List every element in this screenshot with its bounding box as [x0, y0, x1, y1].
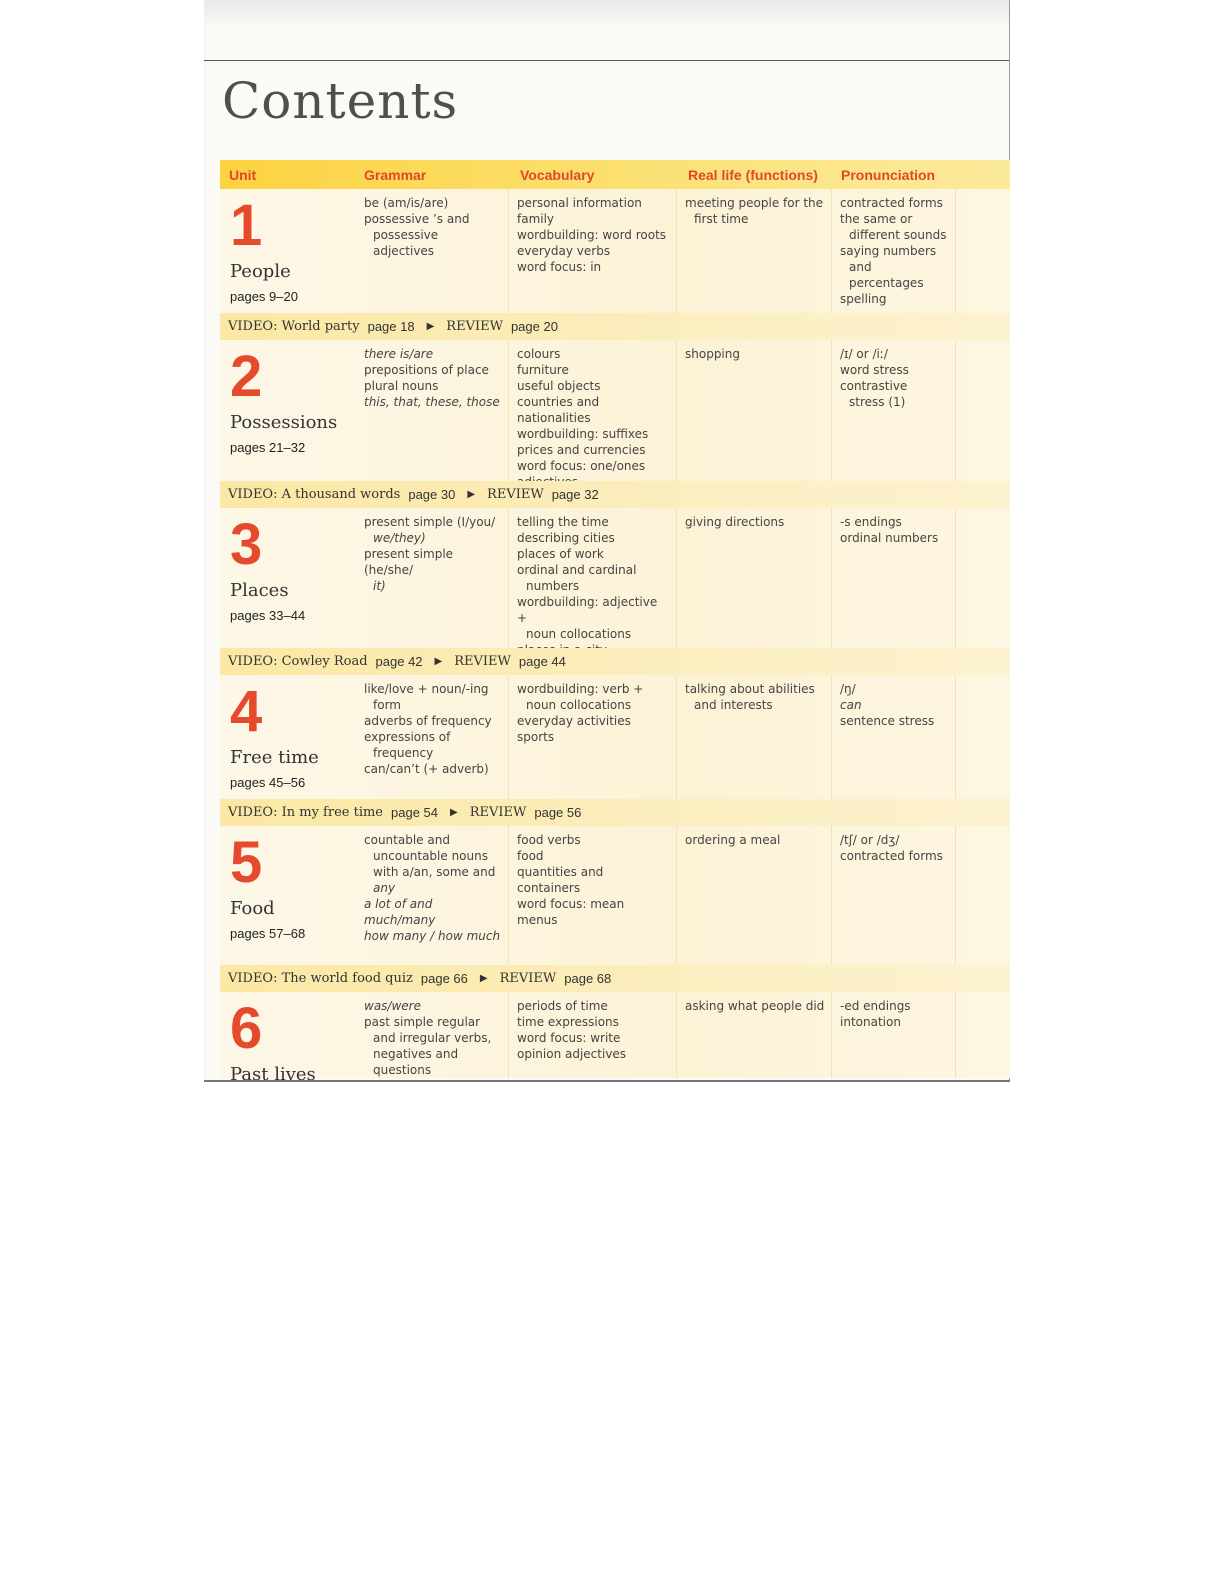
- unit-name: Free time: [230, 747, 319, 768]
- grammar-cell: [356, 675, 509, 799]
- pronunciation-item: contracted forms: [840, 849, 943, 863]
- unit-name: People: [230, 261, 291, 282]
- row-spacer: [956, 340, 1010, 481]
- video-label: VIDEO: World party: [228, 319, 360, 334]
- review-page: page 32: [551, 487, 599, 502]
- grammar-item: be (am/is/are): [364, 196, 449, 210]
- grammar-cell: [356, 992, 509, 1078]
- grammar-item: adverbs of frequency: [364, 714, 492, 728]
- grammar-item: how many / how much: [364, 929, 501, 943]
- grammar-item: questions: [373, 1063, 432, 1077]
- header-pronunciation: Pronunciation: [841, 166, 936, 183]
- vocabulary-cell: [509, 508, 677, 648]
- functions-item: first time: [694, 212, 749, 226]
- grammar-item: like/love + noun/-ing: [364, 682, 489, 696]
- functions-cell: [677, 675, 832, 799]
- functions-item: asking what people did: [685, 999, 825, 1013]
- functions-cell: [677, 340, 832, 481]
- unit-row: [220, 340, 1010, 481]
- review-label: REVIEW: [446, 319, 503, 334]
- unit-name: Past lives: [230, 1064, 316, 1082]
- grammar-cell: [356, 826, 509, 965]
- vocabulary-item: wordbuilding: adjective +: [517, 595, 658, 625]
- grammar-item: frequency: [373, 746, 434, 760]
- vocabulary-item: periods of time: [517, 999, 608, 1013]
- grammar-item: form: [373, 698, 401, 712]
- review-page: page 56: [534, 805, 582, 820]
- pronunciation-cell: [832, 675, 956, 799]
- pronunciation-item: stress (1): [849, 395, 906, 409]
- grammar-item: it): [373, 579, 386, 593]
- pronunciation-cell: [832, 340, 956, 481]
- unit-cell: [220, 826, 356, 965]
- review-label: REVIEW: [454, 654, 511, 669]
- review-page: page 20: [510, 319, 558, 334]
- header-functions: Real life (functions): [688, 166, 818, 183]
- pronunciation-cell: [832, 826, 956, 965]
- vocabulary-item: places of work: [517, 547, 604, 561]
- vocabulary-item: wordbuilding: verb +: [517, 682, 644, 696]
- video-label: VIDEO: The world food quiz: [228, 971, 413, 986]
- grammar-item: negatives and: [373, 1047, 459, 1061]
- pronunciation-item: sentence stress: [840, 714, 935, 728]
- pronunciation-item: /ɪ/ or /iː/: [840, 347, 888, 361]
- vocabulary-item: word focus: mean: [517, 897, 625, 911]
- review-label: REVIEW: [487, 487, 544, 502]
- video-review-band: [220, 481, 1010, 508]
- row-spacer: [956, 826, 1010, 965]
- unit-cell: [220, 508, 356, 648]
- pronunciation-item: the same or: [840, 212, 913, 226]
- pronunciation-item: contrastive: [840, 379, 908, 393]
- grammar-cell: [356, 189, 509, 313]
- review-label: REVIEW: [499, 971, 557, 986]
- unit-number: 2: [230, 344, 263, 409]
- video-review-band: [220, 313, 1010, 340]
- vocabulary-cell: [509, 826, 677, 965]
- vocabulary-item: prices and currencies: [517, 443, 646, 457]
- grammar-item: any: [373, 881, 396, 895]
- grammar-item: plural nouns: [364, 379, 439, 393]
- grammar-item: uncountable nouns: [373, 849, 488, 863]
- vocabulary-item: useful objects: [517, 379, 601, 393]
- play-arrow-icon: ▶: [426, 321, 435, 332]
- header-unit: Unit: [229, 166, 257, 183]
- pronunciation-item: -ed endings: [840, 999, 911, 1013]
- header-grammar: Grammar: [364, 166, 427, 183]
- functions-item: talking about abilities: [685, 682, 815, 696]
- vocabulary-item: noun collocations: [526, 627, 632, 641]
- functions-cell: [677, 189, 832, 313]
- review-label: REVIEW: [469, 805, 527, 820]
- vocabulary-item: numbers: [526, 579, 580, 593]
- vocabulary-item: word focus: in: [517, 260, 602, 274]
- grammar-item: present simple (I/you/: [364, 515, 496, 529]
- video-label: VIDEO: A thousand words: [228, 487, 401, 502]
- vocabulary-item: food verbs: [517, 833, 581, 847]
- pronunciation-item: spelling: [840, 292, 887, 306]
- grammar-item: and irregular verbs,: [373, 1031, 492, 1045]
- functions-item: meeting people for the: [685, 196, 824, 210]
- grammar-item: can/can’t (+ adverb): [364, 762, 489, 776]
- vocabulary-item: time expressions: [517, 1015, 619, 1029]
- play-arrow-icon: ▶: [467, 489, 476, 500]
- unit-cell: [220, 992, 356, 1082]
- play-arrow-icon: ▶: [434, 656, 443, 667]
- review-page: page 68: [564, 971, 612, 986]
- vocabulary-item: ordinal and cardinal: [517, 563, 637, 577]
- unit-number: 4: [230, 679, 263, 744]
- unit-row: [220, 189, 1010, 313]
- grammar-item: there is/are: [364, 347, 434, 361]
- vocabulary-cell: [509, 675, 677, 799]
- unit-pages: pages 9–20: [230, 289, 298, 304]
- row-spacer: [956, 189, 1010, 313]
- vocabulary-item: word focus: one/ones: [517, 459, 646, 473]
- pronunciation-item: contracted forms: [840, 196, 943, 210]
- unit-row: [220, 826, 1010, 965]
- grammar-cell: [356, 340, 509, 481]
- pronunciation-item: and percentages: [849, 260, 924, 290]
- pronunciation-item: /ŋ/: [840, 682, 856, 696]
- vocabulary-item: countries and nationalities: [517, 395, 600, 425]
- functions-cell: [677, 826, 832, 965]
- grammar-item: prepositions of place: [364, 363, 489, 377]
- video-review-band: [220, 799, 1010, 826]
- top-rule: [204, 60, 1010, 61]
- unit-pages: pages 33–44: [230, 608, 306, 623]
- grammar-item: a lot of and much/many: [364, 897, 436, 927]
- video-page: page 30: [408, 487, 456, 502]
- grammar-item: present simple (he/she/: [364, 547, 454, 577]
- functions-cell: [677, 992, 832, 1078]
- vocabulary-cell: [509, 992, 677, 1078]
- video-review-band: [220, 965, 1010, 992]
- grammar-item: this, that, these, those: [364, 395, 500, 409]
- pronunciation-item: ordinal numbers: [840, 531, 939, 545]
- unit-name: Food: [230, 898, 275, 919]
- grammar-item: expressions of: [364, 730, 451, 744]
- unit-pages: pages 57–68: [230, 926, 306, 941]
- vocabulary-cell: [509, 340, 677, 481]
- vocabulary-item: everyday activities: [517, 714, 631, 728]
- unit-cell: [220, 340, 356, 481]
- row-spacer: [956, 508, 1010, 648]
- pronunciation-item: can: [840, 698, 862, 712]
- functions-item: and interests: [694, 698, 773, 712]
- functions-item: shopping: [685, 347, 740, 361]
- vocabulary-item: describing cities: [517, 531, 615, 545]
- pronunciation-cell: [832, 189, 956, 313]
- unit-number: 1: [230, 193, 263, 258]
- functions-item: ordering a meal: [685, 833, 781, 847]
- pronunciation-item: word stress: [840, 363, 909, 377]
- grammar-item: past simple regular: [364, 1015, 481, 1029]
- unit-name: Possessions: [230, 412, 338, 433]
- vocabulary-item: word focus: write: [517, 1031, 621, 1045]
- video-page: page 42: [375, 654, 423, 669]
- grammar-item: with a/an, some and: [373, 865, 496, 879]
- video-label: VIDEO: In my free time: [228, 805, 383, 820]
- unit-cell: [220, 189, 356, 313]
- play-arrow-icon: ▶: [479, 973, 488, 984]
- video-page: page 54: [391, 805, 438, 820]
- unit-row: [220, 508, 1010, 648]
- vocabulary-item: telling the time: [517, 515, 609, 529]
- vocabulary-cell: [509, 189, 677, 313]
- unit-number: 5: [230, 830, 263, 895]
- pronunciation-item: intonation: [840, 1015, 901, 1029]
- scan-top-band: [204, 0, 1010, 24]
- grammar-item: was/were: [364, 999, 421, 1013]
- vocabulary-item: everyday verbs: [517, 244, 611, 258]
- video-review-band: [220, 648, 1010, 675]
- unit-number: 3: [230, 512, 263, 577]
- grammar-cell: [356, 508, 509, 648]
- unit-number: 6: [230, 996, 263, 1061]
- row-spacer: [956, 675, 1010, 799]
- vocabulary-item: personal information: [517, 196, 642, 210]
- unit-cell: [220, 675, 356, 799]
- pronunciation-item: saying numbers: [840, 244, 937, 258]
- play-arrow-icon: ▶: [450, 807, 458, 818]
- grammar-item: possessive adjectives: [373, 228, 439, 258]
- unit-name: Places: [230, 580, 289, 601]
- page-title: Contents: [222, 72, 459, 130]
- video-label: VIDEO: Cowley Road: [228, 654, 368, 669]
- pronunciation-item: -s endings: [840, 515, 902, 529]
- pronunciation-item: different sounds: [849, 228, 947, 242]
- vocabulary-item: sports: [517, 730, 555, 744]
- vocabulary-item: wordbuilding: suffixes: [517, 427, 649, 441]
- vocabulary-item: quantities and containers: [517, 865, 604, 895]
- vocabulary-item: opinion adjectives: [517, 1047, 627, 1061]
- vocabulary-item: noun collocations: [526, 698, 632, 712]
- units-table: [220, 189, 1010, 1082]
- grammar-item: possessive ’s and: [364, 212, 470, 226]
- unit-row: [220, 992, 1010, 1082]
- row-spacer: [956, 992, 1010, 1078]
- vocabulary-item: colours: [517, 347, 561, 361]
- functions-cell: [677, 508, 832, 648]
- functions-item: giving directions: [685, 515, 785, 529]
- vocabulary-item: wordbuilding: word roots: [517, 228, 667, 242]
- vocabulary-item: family: [517, 212, 555, 226]
- video-page: page 18: [367, 319, 415, 334]
- grammar-item: countable and: [364, 833, 450, 847]
- unit-pages: pages 45–56: [230, 775, 306, 790]
- grammar-item: we/they): [373, 531, 426, 545]
- vocabulary-item: furniture: [517, 363, 569, 377]
- review-page: page 44: [518, 654, 566, 669]
- video-page: page 66: [420, 971, 468, 986]
- pronunciation-cell: [832, 508, 956, 648]
- vocabulary-item: menus: [517, 913, 558, 927]
- unit-pages: pages 21–32: [230, 440, 306, 455]
- pronunciation-item: /tʃ/ or /dʒ/: [840, 833, 900, 847]
- pronunciation-cell: [832, 992, 956, 1078]
- vocabulary-item: food: [517, 849, 544, 863]
- table-header: [220, 160, 1010, 189]
- scanned-page: [204, 0, 1010, 1082]
- header-vocabulary: Vocabulary: [520, 166, 595, 183]
- unit-row: [220, 675, 1010, 799]
